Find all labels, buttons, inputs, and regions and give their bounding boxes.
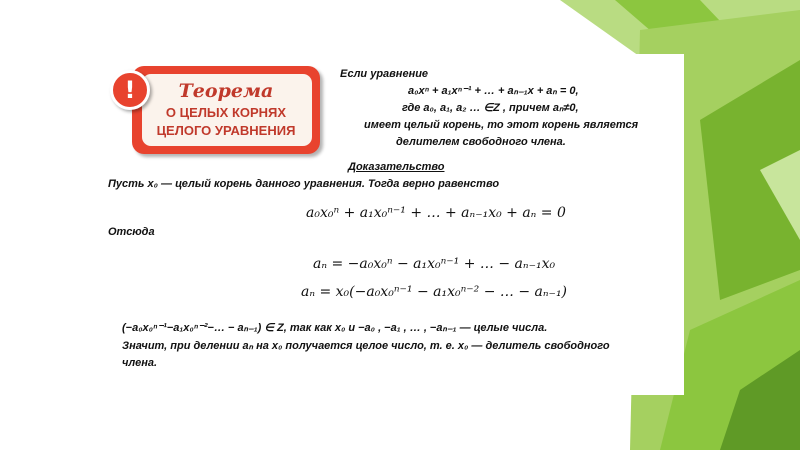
proof-formula1: a₀x₀ⁿ + a₁x₀ⁿ⁻¹ + … + aₙ₋₁x₀ + aₙ = 0	[306, 205, 566, 221]
proof-line1: Пусть x₀ — целый корень данного уравнения. Тогда верно равенство	[108, 178, 500, 190]
proof-formula3: aₙ = x₀(−a₀x₀ⁿ⁻¹ − a₁x₀ⁿ⁻² − … − aₙ₋₁)	[301, 284, 568, 300]
proof-conclusion1: (−a₀x₀ⁿ⁻¹−a₁x₀ⁿ⁻²−… − aₙ₋₁) ∈ Z, так как x₀ и −a₀ , −a₁ , … , −aₙ₋₁ — целые числа.	[122, 322, 548, 334]
slide-card	[108, 54, 684, 395]
theorem-subtitle	[132, 104, 320, 140]
statement-line4: имеет целый корень, то этот корень является	[364, 119, 639, 131]
theorem-title: Теорема	[178, 80, 274, 102]
statement-condition: где a₀, a₁, a₂ … ∈Z , причем aₙ≠0,	[402, 102, 579, 114]
statement-line5: делителем свободного члена.	[396, 136, 566, 148]
proof-conclusion2: Значит, при делении aₙ на x₀ получается целое число, т. е. x₀ — делитель свободного	[122, 340, 610, 352]
proof-heading: Доказательство	[348, 161, 445, 173]
statement-line1: Если уравнение	[340, 68, 429, 80]
theorem-subtitle-line1: О ЦЕЛЫХ КОРНЯХ	[165, 105, 287, 120]
theorem-statement	[330, 66, 684, 151]
proof-hence: Отсюда	[108, 226, 155, 238]
exclamation-icon: !	[110, 70, 150, 110]
proof-formula2: aₙ = −a₀x₀ⁿ − a₁x₀ⁿ⁻¹ + … − aₙ₋₁x₀	[313, 256, 556, 272]
theorem-subtitle-line2: ЦЕЛОГО УРАВНЕНИЯ	[156, 123, 296, 138]
proof-conclusion3: члена.	[122, 357, 158, 369]
theorem-badge	[110, 66, 324, 158]
statement-equation: a₀xⁿ + a₁xⁿ⁻¹ + … + aₙ₋₁x + aₙ = 0,	[408, 85, 579, 97]
